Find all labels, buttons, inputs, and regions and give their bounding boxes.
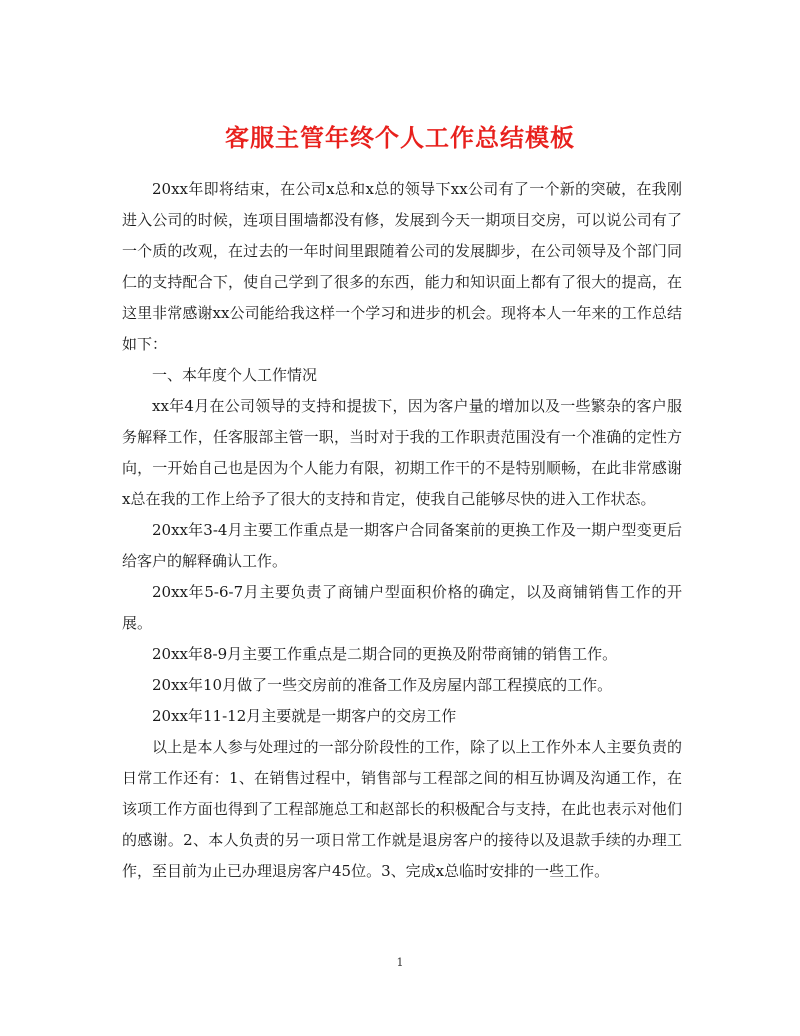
paragraph: 20xx年8-9月主要工作重点是二期合同的更换及附带商铺的销售工作。	[152, 645, 618, 663]
section-heading: 一、本年度个人工作情况	[152, 366, 318, 384]
paragraph: 20xx年3-4月主要工作重点是一期客户合同备案前的更换工作及一期户型变更后给客户的解释确认工作。	[122, 521, 682, 570]
paragraph: 20xx年11-12月主要就是一期客户的交房工作	[152, 707, 457, 725]
paragraph: 20xx年5-6-7月主要负责了商铺户型面积价格的确定，以及商铺销售工作的开展。	[122, 583, 682, 632]
paragraph: 以上是本人参与处理过的一部分阶段性的工作，除了以上工作外本人主要负责的日常工作还有：1、在销售过程中，销售部与工程部之间的相互协调及沟通工作，在该项工作方面也得到了工程部施总工和赵部长的积极配合与支持，在此也表示对他们的感谢。2、本人负责的另一项日常工作就是退房客户的接待以及退款手续的办理工作，至目前为止已办理退房客户45位。3、完成x总临时安排的一些工作。	[122, 738, 682, 880]
paragraph-intro: 20xx年即将结束，在公司x总和x总的领导下xx公司有了一个新的突破，在我刚进入公司的时候，连项目围墙都没有修，发展到今天一期项目交房，可以说公司有了一个质的改观，在过去的一年时间里跟随着公司的发展脚步，在公司领导及个部门同仁的支持配合下，使自己学到了很多的东西，能力和知识面上都有了很大的提高，在这里非常感谢xx公司能给我这样一个学习和进步的机会。现将本人一年来的工作总结如下：	[122, 180, 682, 353]
document-title: 客服主管年终个人工作总结模板	[225, 123, 575, 153]
paragraph: 20xx年10月做了一些交房前的准备工作及房屋内部工程摸底的工作。	[152, 676, 613, 694]
paragraph: xx年4月在公司领导的支持和提拔下，因为客户量的增加以及一些繁杂的客户服务解释工作，任客服部主管一职，当时对于我的工作职责范围没有一个准确的定性方向，一开始自己也是因为个人能力有限，初期工作干的不是特别顺畅，在此非常感谢x总在我的工作上给予了很大的支持和肯定，使我自己能够尽快的进入工作状态。	[122, 397, 682, 508]
document-body	[122, 174, 682, 887]
page-number: 1	[396, 956, 404, 969]
